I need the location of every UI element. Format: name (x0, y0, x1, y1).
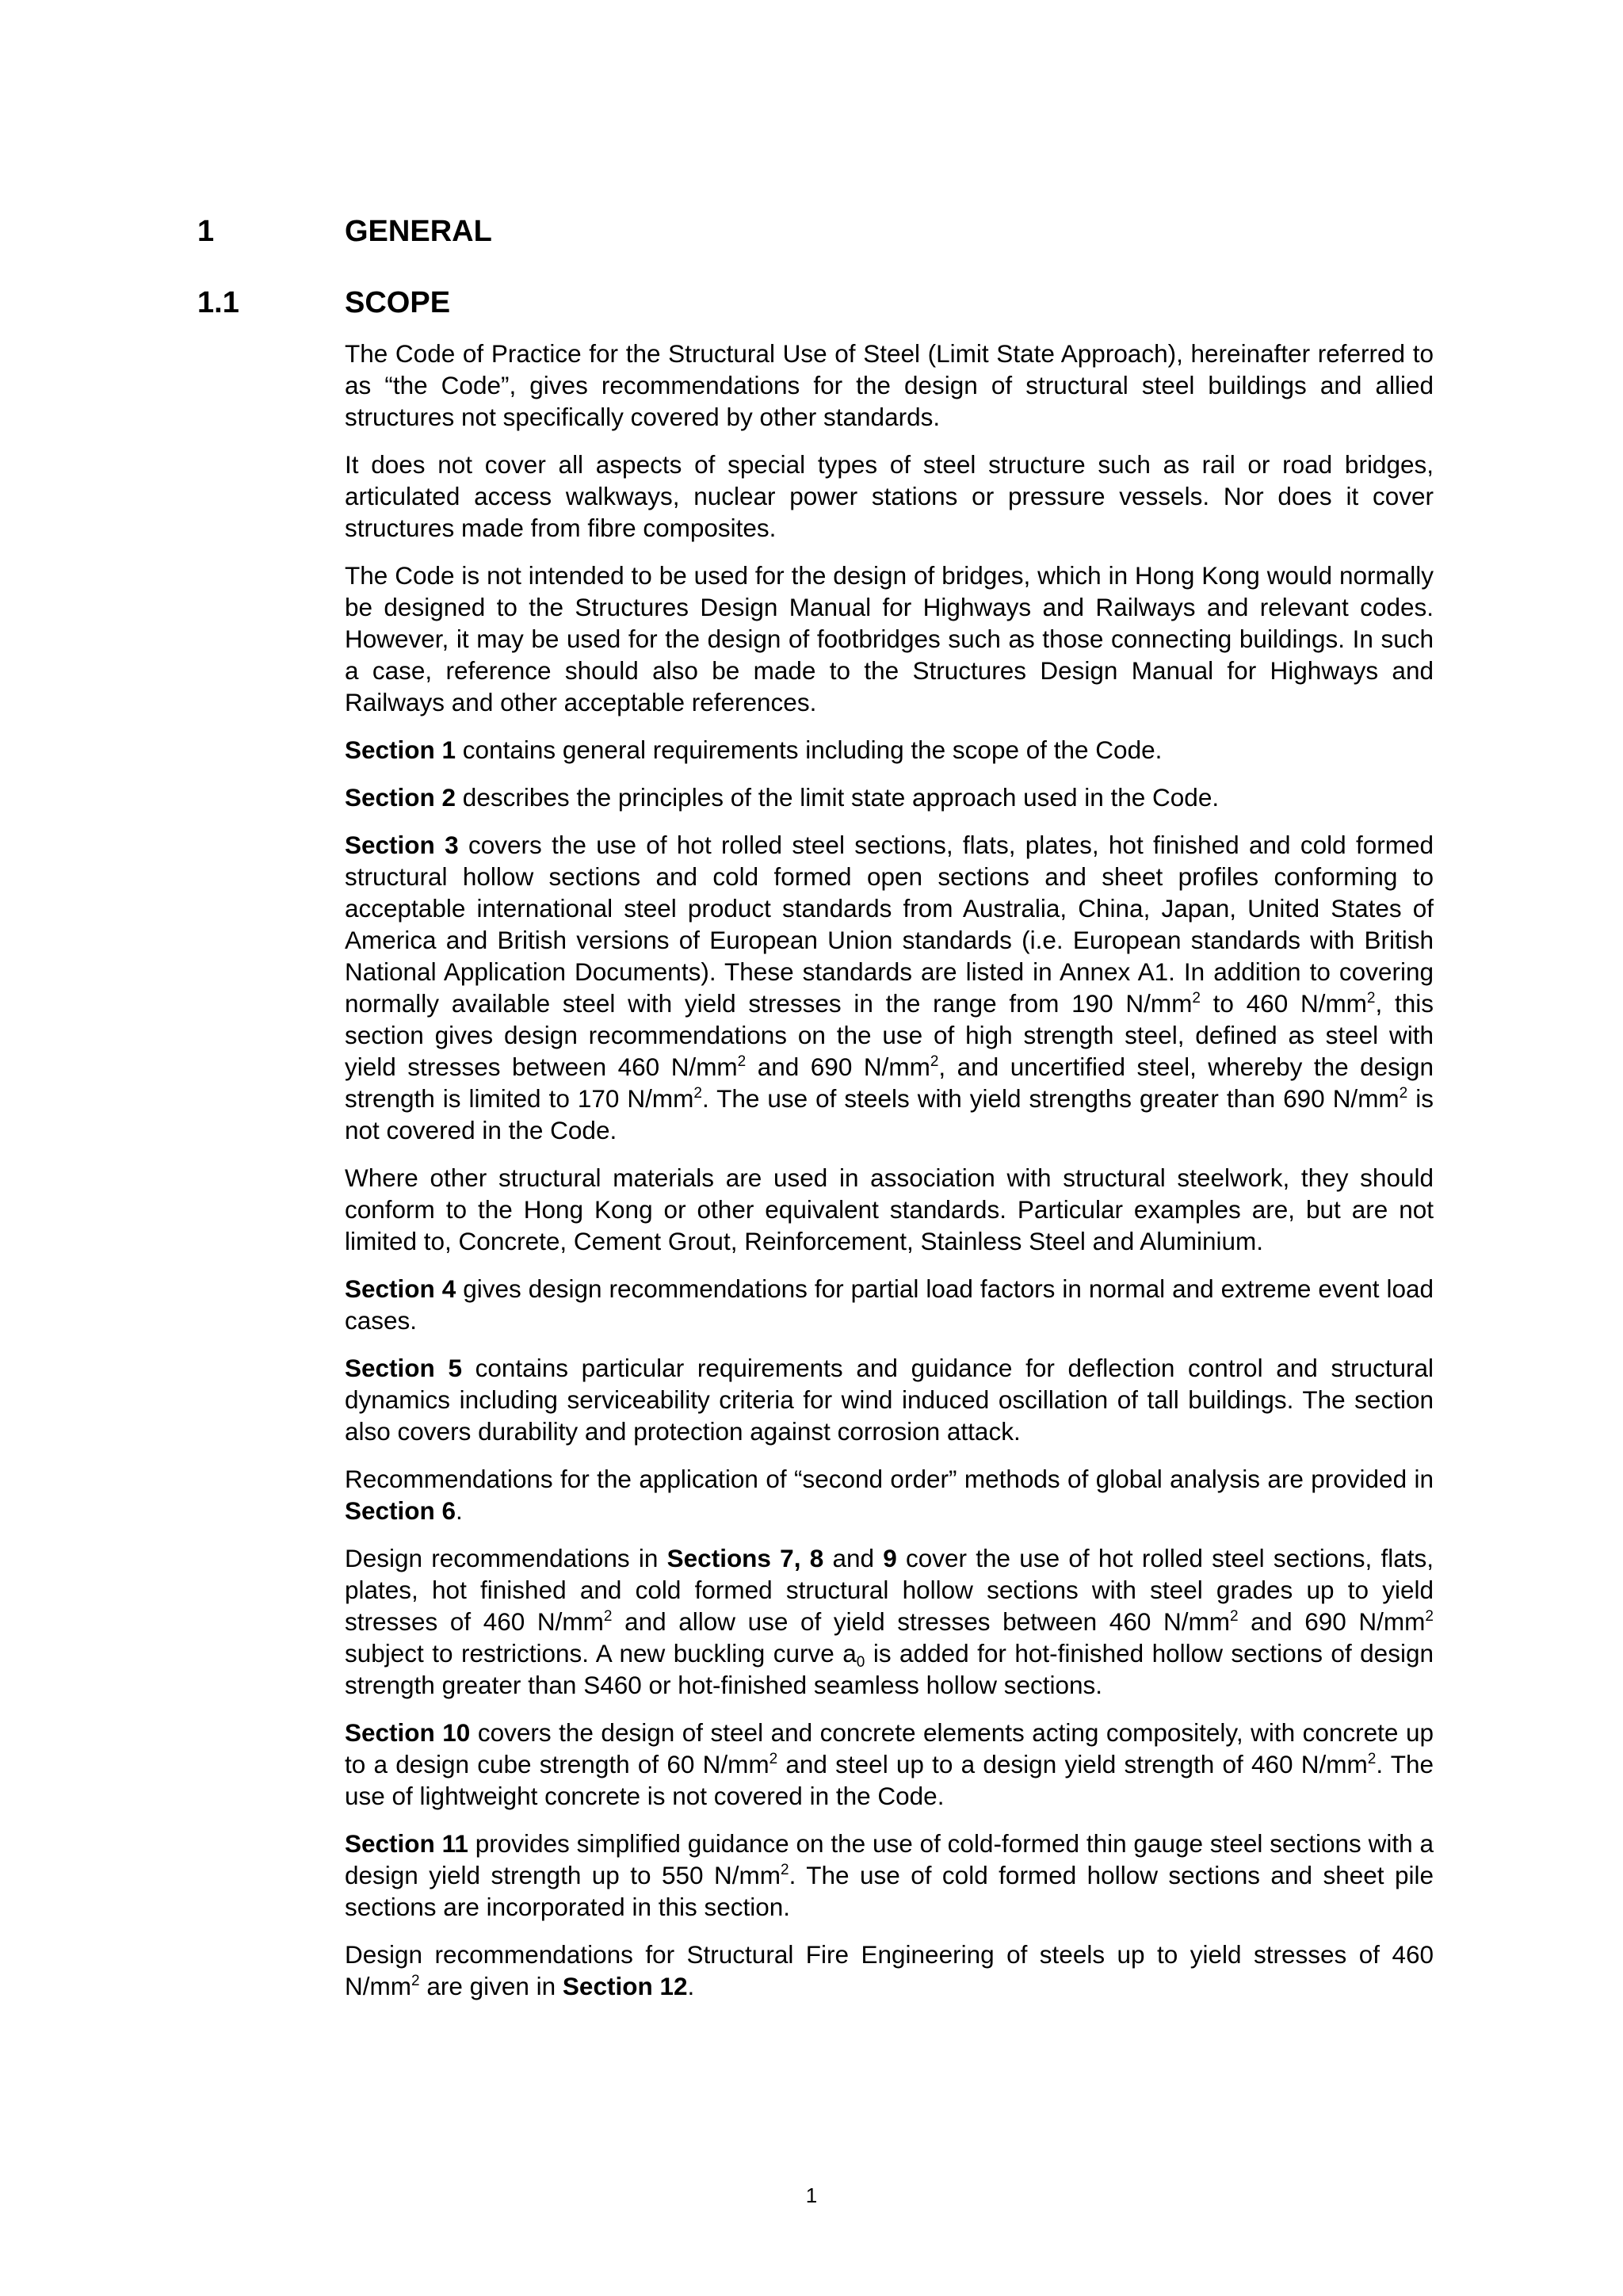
paragraph-section-4: Section 4 gives design recommendations for partial load factors in normal and extreme event load cases. (345, 1274, 1434, 1335)
paragraph-section-11: Section 11 provides simplified guidance on the use of cold-formed thin gauge steel sections with a design yield strength up to 550 $N/mm^2$. The use of cold formed hollow sections and sheet pile sections are incorporated in this section. (345, 1829, 1434, 1921)
section-ref: Section 4 (345, 1274, 456, 1303)
unit: N/mm (1300, 1750, 1368, 1778)
paragraph-section-6: Recommendations for the application of “second order” methods of global analysis are provided in Section 6. (345, 1465, 1434, 1525)
page-number: 1 (805, 2183, 818, 2207)
section-ref: Section 1 (345, 735, 456, 764)
section-number: 1 (197, 215, 215, 248)
unit: N/mm (1332, 1084, 1400, 1113)
paragraph-exclusions: It does not cover all aspects of special types of steel structure such as rail or road bridges, articulated access walkways, nuclear power stations or pressure vessels. Nor does it cover structures made from fibre composites. (345, 450, 1434, 542)
section-ref: Section 5 (345, 1354, 462, 1382)
subsection-heading (197, 285, 450, 320)
unit: N/mm (345, 1972, 411, 2000)
section-heading (197, 214, 492, 249)
unit: N/mm (670, 1052, 738, 1081)
unit: N/mm (1125, 989, 1193, 1018)
paragraph-section-5: Section 5 contains particular requirements and guidance for deflection control and structural dynamics including serviceability criteria for wind induced oscillation of tall buildings. The section also covers durability and protection against corrosion attack. (345, 1354, 1434, 1446)
section-ref: Section 12 (562, 1972, 688, 2000)
paragraph-other-materials: Where other structural materials are used in association with structural steelwork, they should conform to the Hong Kong or other equivalent standards. Particular examples are, but are not limited to, Concrete, Cement Grout, Reinforcement, Stainless Steel and Aluminium. (345, 1163, 1434, 1255)
unit: N/mm (1300, 989, 1367, 1018)
unit: N/mm (537, 1607, 604, 1636)
paragraph-section-2: Section 2 describes the principles of the limit state approach used in the Code. (345, 783, 1220, 812)
section-ref: Section 11 (345, 1829, 468, 1858)
paragraph-section-3: Section 3 covers the use of hot rolled steel sections, flats, plates, hot finished and cold formed structural hollow sections and cold formed open sections and sheet profiles conforming to acceptable international steel product standards from Australia, China, Japan, United States of America and British versions of European Union standards (i.e. European standards with British National Application Documents). These standards are listed in Annex A1. In addition to covering normally available steel with yield stresses in the range from 190 $N/mm^2$ to 460 $N/mm^2$, this section gives design recommendations on the use of high strength steel, defined as steel with yield stresses between 460 $N/mm^2$ and 690 $N/mm^2$, and uncertified steel, whereby the design strength is limited to 170 $N/mm^2$. The use of steels with yield strengths greater than 690 $N/mm^2$ is not covered in the Code. (345, 831, 1434, 1144)
body-text (345, 338, 1434, 2018)
paragraph-bridges: The Code is not intended to be used for the design of bridges, which in Hong Kong would normally be designed to the Structures Design Manual for Highways and Railways and relevant codes. However, it may be used for the design of footbridges such as those connecting buildings. In such a case, reference should also be made to the Structures Design Manual for Highways and Railways and other acceptable references. (345, 561, 1434, 716)
section-ref: Sections 7, 8 (666, 1544, 824, 1572)
paragraph-intro: The Code of Practice for the Structural Use of Steel (Limit State Approach), hereinafter referred to as “the Code”, gives recommendations for the design of structural steel buildings and allied structures not specifically covered by other standards. (345, 339, 1434, 431)
unit: N/mm (1358, 1607, 1426, 1636)
section-ref: Section 6 (345, 1496, 456, 1525)
section-ref: Section 2 (345, 783, 456, 812)
paragraph-section-10: Section 10 covers the design of steel and concrete elements acting compositely, with concrete up to a design cube strength of 60 $N/mm^2$ and steel up to a design yield strength of 460 $N/mm^2$. The use of lightweight concrete is not covered in the Code. (345, 1718, 1434, 1810)
unit: N/mm (1163, 1607, 1230, 1636)
section-ref: Section 10 (345, 1718, 471, 1747)
unit: N/mm (714, 1861, 781, 1889)
paragraph-sections-7-8-9: Design recommendations in Sections 7, 8 and 9 cover the use of hot rolled steel sections, flats, plates, hot finished and cold formed structural hollow sections with steel grades up to yield stresses of 460 $N/mm^2$ and allow use of yield stresses between 460 $N/mm^2$ and 690 $N/mm^2$ subject to restrictions. A new buckling curve $a_0$ is added for hot-finished hollow sections of design strength greater than S460 or hot-finished seamless hollow sections. (345, 1544, 1434, 1699)
unit: N/mm (702, 1750, 769, 1778)
section-ref: 9 (883, 1544, 897, 1572)
subsection-number: 1.1 (197, 286, 239, 319)
paragraph-section-1: Section 1 contains general requirements including the scope of the Code. (345, 735, 1163, 764)
unit: N/mm (863, 1052, 930, 1081)
section-title: GENERAL (345, 215, 492, 248)
paragraph-section-12: Design recommendations for Structural Fire Engineering of steels up to yield stresses of 460 $N/mm^2$ are given in Section 12. (345, 1940, 1434, 2000)
section-ref: Section 3 (345, 831, 459, 859)
unit: N/mm (627, 1084, 694, 1113)
subsection-title: SCOPE (345, 286, 451, 319)
